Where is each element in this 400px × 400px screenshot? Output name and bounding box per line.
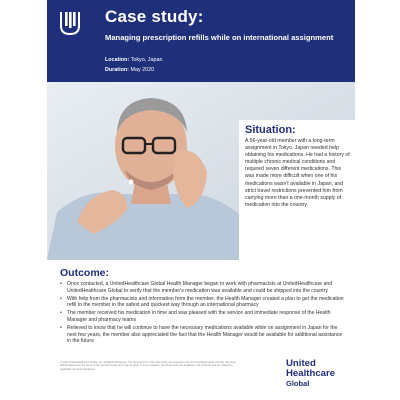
outcome-list xyxy=(60,281,346,346)
list-item: • The member received his medication in time and was pleased with the service and immediate response of the Health Manager and pharmacy teams xyxy=(60,310,346,323)
brand-line-3: Global xyxy=(286,379,310,388)
location-label: Location: xyxy=(105,57,130,63)
situation-body: A 56-year-old member with a long-term assignment in Tokyo, Japan needed help obtaining his medications. He had a history of multiple chronic medical conditions and required seven different medications. This was made more difficult when one of his medications wasn't available in Japan, and strict travel restrictions prevented him from carrying more than a one-month supply of medication into the country. xyxy=(245,138,350,208)
legal-fine-print: © 2020 UnitedHealthcare Global, Inc. All Rights Reserved. The experiences in this case study are examples only and individual results will vary. Services offered depend on the terms of the member's plan and may not apply in every situation. Not all services are available in all countries and are subject to applicable law and regulations. xyxy=(60,361,236,371)
unitedhealthcare-global-wordmark xyxy=(286,359,335,388)
duration-value: May 2020 xyxy=(130,67,155,73)
list-item: • Once contacted, a UnitedHealthcare Global Health Manager began to work with pharmacists at UnitedHealthcare and UnitedHealthcare Global to verify that the member's medication was available and could be shipped into the country xyxy=(60,281,346,294)
situation-panel xyxy=(239,120,355,260)
location-line xyxy=(105,57,162,63)
list-item: • With help from the pharmacists and information from the member, the Health Manager created a plan to get the medication refill to the member in the safest and quickest way through an international pharmacy xyxy=(60,296,346,309)
location-value: Tokyo, Japan xyxy=(130,57,163,63)
page-title: Case study: xyxy=(105,7,204,26)
outcome-title: Outcome: xyxy=(60,267,110,279)
header-banner xyxy=(47,0,355,82)
brand-line-1: United xyxy=(286,358,316,369)
list-item: • Relieved to know that he will continue to have the necessary medications available while on assignment in Japan for the next few years, the member also appreciated the fact that the Health Manager would be available for additional assistance in the future xyxy=(60,325,346,345)
brand-line-2: Healthcare xyxy=(286,368,336,379)
duration-line xyxy=(105,67,154,73)
unitedhealthcare-u-logo-icon xyxy=(59,10,81,36)
situation-title: Situation: xyxy=(245,124,296,136)
duration-label: Duration: xyxy=(105,67,129,73)
page-subtitle: Managing prescription refills while on international assignment xyxy=(105,33,334,42)
